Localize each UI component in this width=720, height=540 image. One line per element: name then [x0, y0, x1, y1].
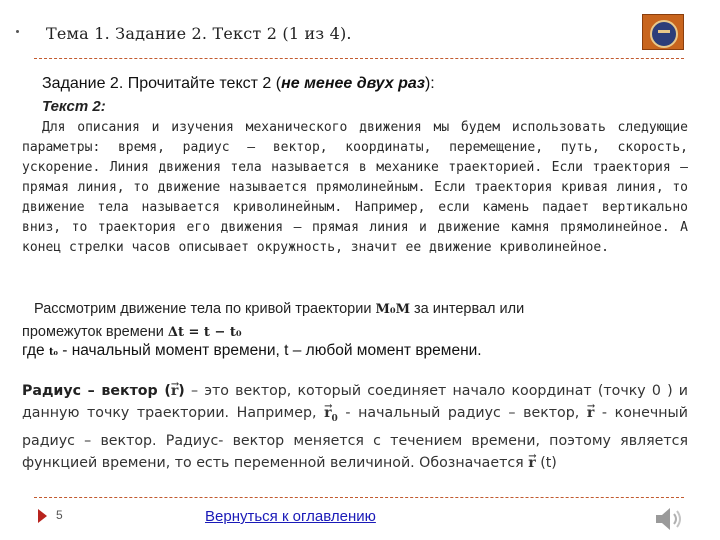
where-text: - начальный момент времени, t – любой момент времени.	[57, 342, 482, 359]
trajectory-label: M₀M	[375, 302, 410, 317]
page-number: 5	[56, 508, 63, 522]
consider-text-2: за интервал или	[409, 301, 525, 317]
where-line	[22, 342, 482, 360]
speaker-icon[interactable]	[650, 504, 690, 534]
radius-title-end: )	[178, 383, 185, 399]
vector-r-final-symbol: → r	[587, 405, 594, 421]
task-prefix: Задание 2. Прочитайте текст 2 (	[42, 75, 282, 92]
radius-text-1: – это вектор, который соединяет начало координат (точку 0 ) и данную точку траектории. Например,	[22, 383, 689, 421]
consider-text-1: Рассмотрим движение тела по кривой траектории	[34, 301, 376, 317]
radius-text-3: - конечный радиус – вектор. Радиус- вектор меняется с течением времени, поэтому является функцией времени, то есть переменной величиной. Обозначается	[22, 405, 688, 471]
radius-text-2: - начальный радиус – вектор,	[337, 405, 587, 421]
slide-title: Тема 1. Задание 2. Текст 2 (1 из 4).	[46, 24, 352, 43]
task-heading	[42, 75, 435, 93]
t0-symbol: t₀	[48, 347, 58, 358]
text-label: Текст 2:	[42, 98, 106, 115]
university-logo-icon	[642, 14, 684, 50]
header-bullet-icon	[16, 30, 19, 33]
where-prefix: где	[22, 342, 49, 359]
header-divider	[34, 58, 684, 59]
radius-vector-paragraph	[22, 380, 688, 474]
consider-paragraph	[22, 298, 688, 344]
vector-rt-symbol: → r	[528, 455, 535, 471]
back-to-contents-link[interactable]: Вернуться к оглавлению	[205, 508, 376, 525]
footer-divider	[34, 497, 684, 498]
vector-r-symbol: → r	[171, 383, 178, 399]
main-paragraph: Для описания и изучения механического движения мы будем использовать следующие параметры: время, радиус – вектор, координаты, перемещение, путь, скорость, ускорение. Линия движения тела называется в механике траекторией. Если траектория – прямая линия, то движение называется прямолинейным. Если траектория кривая линия, то движение тела называется криволинейным. Например, если камень падает вертикально вниз, то траектория его движения – прямая линия и движение камня прямолинейное. А конец стрелки часов описывает окружность, значит ее движение криволинейное.	[22, 120, 688, 255]
radius-text-4: (t)	[535, 454, 557, 471]
radius-title: Радиус – вектор (	[22, 383, 171, 399]
task-suffix: ):	[424, 75, 435, 92]
consider-text-3: промежуток времени	[22, 324, 168, 340]
task-emphasis: не менее двух раз	[281, 75, 425, 92]
time-interval-formula: Δt = t − t₀	[167, 325, 242, 340]
red-triangle-marker-icon	[38, 509, 47, 523]
vector-r0-symbol: → $r_0$	[324, 405, 338, 421]
